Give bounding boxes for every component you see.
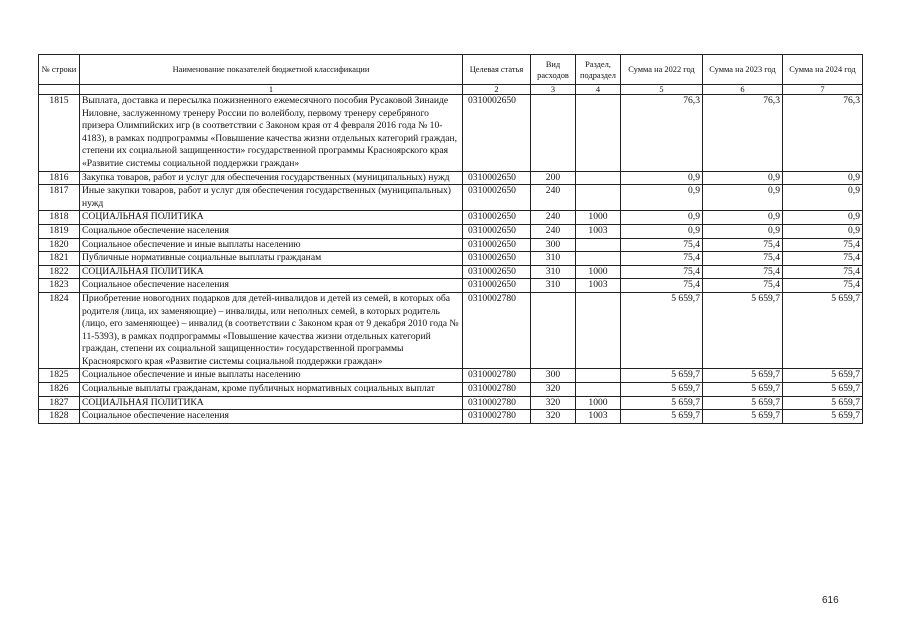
row-number-cell: 1817 — [39, 185, 80, 211]
sum-2022-cell: 5 659,7 — [621, 383, 703, 397]
section-cell — [576, 383, 621, 397]
sum-2023-cell: 5 659,7 — [703, 410, 783, 424]
section-cell: 1000 — [576, 265, 621, 279]
indicator-name-cell: Приобретение новогодних подарков для детей-инвалидов и детей из семей, в которых оба родителя (лица, их заменяющие) – инвалиды, или неполных семей, в которых родитель (лицо, его заменяющее) – инвалид (в соответствии с Законом края от 9 декабря 2010 года № 11-5393), в рамках подпрограммы «Повышение качества жизни отдельных категорий граждан, степени их социальной защищенности» государственной программы Красноярского края «Развитие системы социальной поддержки граждан» — [80, 292, 463, 369]
table-row — [39, 171, 863, 185]
sum-2022-cell: 5 659,7 — [621, 292, 703, 369]
table-row — [39, 383, 863, 397]
sum-2022-cell: 0,9 — [621, 211, 703, 225]
table-row — [39, 396, 863, 410]
header-sum-2022: Сумма на 2022 год — [621, 55, 703, 85]
sum-2024-cell: 76,3 — [783, 95, 863, 172]
expense-kind-cell: 240 — [531, 211, 576, 225]
column-number: 1 — [80, 85, 463, 95]
table-row — [39, 211, 863, 225]
header-kind: Вид расходов — [531, 55, 576, 85]
sum-2023-cell: 0,9 — [703, 224, 783, 238]
sum-2023-cell: 0,9 — [703, 185, 783, 211]
table-row — [39, 292, 863, 369]
row-number-cell: 1827 — [39, 396, 80, 410]
sum-2023-cell: 5 659,7 — [703, 383, 783, 397]
target-article-cell: 0310002650 — [463, 279, 531, 293]
row-number-cell: 1821 — [39, 252, 80, 266]
table-body — [39, 95, 863, 424]
indicator-name-cell: Закупка товаров, работ и услуг для обеспечения государственных (муниципальных) нужд — [80, 171, 463, 185]
sum-2022-cell: 0,9 — [621, 171, 703, 185]
target-article-cell: 0310002650 — [463, 211, 531, 225]
header-row — [39, 55, 863, 85]
column-number: 2 — [463, 85, 531, 95]
sum-2024-cell: 5 659,7 — [783, 292, 863, 369]
expense-kind-cell: 310 — [531, 279, 576, 293]
table-row — [39, 238, 863, 252]
column-number: 4 — [576, 85, 621, 95]
expense-kind-cell: 320 — [531, 396, 576, 410]
sum-2024-cell: 0,9 — [783, 171, 863, 185]
sum-2022-cell: 75,4 — [621, 238, 703, 252]
row-number-cell: 1819 — [39, 224, 80, 238]
section-cell — [576, 252, 621, 266]
page-number: 616 — [822, 595, 839, 606]
sum-2023-cell: 0,9 — [703, 211, 783, 225]
sum-2022-cell: 0,9 — [621, 185, 703, 211]
target-article-cell: 0310002780 — [463, 369, 531, 383]
target-article-cell: 0310002650 — [463, 95, 531, 172]
expense-kind-cell: 300 — [531, 238, 576, 252]
section-cell — [576, 95, 621, 172]
target-article-cell: 0310002780 — [463, 383, 531, 397]
sum-2024-cell: 5 659,7 — [783, 396, 863, 410]
section-cell: 1003 — [576, 279, 621, 293]
sum-2022-cell: 75,4 — [621, 252, 703, 266]
sum-2022-cell: 5 659,7 — [621, 410, 703, 424]
section-cell — [576, 238, 621, 252]
expense-kind-cell — [531, 292, 576, 369]
sum-2023-cell: 5 659,7 — [703, 292, 783, 369]
header-row-no: № строки — [39, 55, 80, 85]
table-row — [39, 185, 863, 211]
expense-kind-cell — [531, 95, 576, 172]
column-number: 7 — [783, 85, 863, 95]
expense-kind-cell: 310 — [531, 265, 576, 279]
section-cell — [576, 185, 621, 211]
column-number-row — [39, 85, 863, 95]
column-number: 6 — [703, 85, 783, 95]
indicator-name-cell: Социальное обеспечение населения — [80, 279, 463, 293]
row-number-cell: 1826 — [39, 383, 80, 397]
section-cell: 1000 — [576, 396, 621, 410]
sum-2024-cell: 75,4 — [783, 252, 863, 266]
sum-2023-cell: 75,4 — [703, 238, 783, 252]
sum-2023-cell: 75,4 — [703, 252, 783, 266]
sum-2024-cell: 75,4 — [783, 265, 863, 279]
expense-kind-cell: 320 — [531, 410, 576, 424]
sum-2024-cell: 0,9 — [783, 211, 863, 225]
sum-2022-cell: 0,9 — [621, 224, 703, 238]
table-row — [39, 265, 863, 279]
indicator-name-cell: Иные закупки товаров, работ и услуг для обеспечения государственных (муниципальных) нужд — [80, 185, 463, 211]
table-row — [39, 252, 863, 266]
indicator-name-cell: СОЦИАЛЬНАЯ ПОЛИТИКА — [80, 396, 463, 410]
column-number — [39, 85, 80, 95]
table-row — [39, 369, 863, 383]
sum-2022-cell: 5 659,7 — [621, 396, 703, 410]
indicator-name-cell: Социальные выплаты гражданам, кроме публичных нормативных социальных выплат — [80, 383, 463, 397]
sum-2024-cell: 5 659,7 — [783, 383, 863, 397]
sum-2022-cell: 75,4 — [621, 265, 703, 279]
expense-kind-cell: 300 — [531, 369, 576, 383]
indicator-name-cell: Социальное обеспечение и иные выплаты населению — [80, 369, 463, 383]
target-article-cell: 0310002650 — [463, 224, 531, 238]
sum-2024-cell: 0,9 — [783, 224, 863, 238]
section-cell: 1000 — [576, 211, 621, 225]
indicator-name-cell: Выплата, доставка и пересылка пожизненного ежемесячного пособия Русаковой Зинаиде Ниловне, заслуженному тренеру России по волейболу, первому тренеру серебряного призера Олимпийских игр (в соответствии с Законом края от 4 февраля 2016 года № 10-4183), в рамках подпрограммы «Повышение качества жизни отдельных категорий граждан, степени их социальной защищенности» государственной программы Красноярского края «Развитие системы социальной поддержки граждан» — [80, 95, 463, 172]
indicator-name-cell: Социальное обеспечение и иные выплаты населению — [80, 238, 463, 252]
sum-2023-cell: 0,9 — [703, 171, 783, 185]
row-number-cell: 1822 — [39, 265, 80, 279]
section-cell — [576, 292, 621, 369]
row-number-cell: 1818 — [39, 211, 80, 225]
section-cell: 1003 — [576, 410, 621, 424]
row-number-cell: 1816 — [39, 171, 80, 185]
sum-2024-cell: 5 659,7 — [783, 410, 863, 424]
target-article-cell: 0310002780 — [463, 410, 531, 424]
expense-kind-cell: 320 — [531, 383, 576, 397]
section-cell: 1003 — [576, 224, 621, 238]
expense-kind-cell: 240 — [531, 185, 576, 211]
row-number-cell: 1828 — [39, 410, 80, 424]
sum-2024-cell: 75,4 — [783, 279, 863, 293]
header-section: Раздел, подраздел — [576, 55, 621, 85]
sum-2023-cell: 75,4 — [703, 265, 783, 279]
sum-2024-cell: 0,9 — [783, 185, 863, 211]
table-row — [39, 410, 863, 424]
indicator-name-cell: Социальное обеспечение населения — [80, 410, 463, 424]
target-article-cell: 0310002780 — [463, 396, 531, 410]
target-article-cell: 0310002650 — [463, 265, 531, 279]
sum-2022-cell: 5 659,7 — [621, 369, 703, 383]
sum-2023-cell: 5 659,7 — [703, 369, 783, 383]
expense-kind-cell: 240 — [531, 224, 576, 238]
row-number-cell: 1825 — [39, 369, 80, 383]
sum-2024-cell: 5 659,7 — [783, 369, 863, 383]
row-number-cell: 1824 — [39, 292, 80, 369]
sum-2023-cell: 75,4 — [703, 279, 783, 293]
expense-kind-cell: 200 — [531, 171, 576, 185]
row-number-cell: 1815 — [39, 95, 80, 172]
indicator-name-cell: СОЦИАЛЬНАЯ ПОЛИТИКА — [80, 265, 463, 279]
sum-2023-cell: 76,3 — [703, 95, 783, 172]
sum-2024-cell: 75,4 — [783, 238, 863, 252]
column-number: 5 — [621, 85, 703, 95]
row-number-cell: 1820 — [39, 238, 80, 252]
table-row — [39, 279, 863, 293]
target-article-cell: 0310002650 — [463, 185, 531, 211]
row-number-cell: 1823 — [39, 279, 80, 293]
sum-2022-cell: 75,4 — [621, 279, 703, 293]
target-article-cell: 0310002650 — [463, 252, 531, 266]
column-number: 3 — [531, 85, 576, 95]
section-cell — [576, 369, 621, 383]
indicator-name-cell: Публичные нормативные социальные выплаты гражданам — [80, 252, 463, 266]
sum-2022-cell: 76,3 — [621, 95, 703, 172]
target-article-cell: 0310002650 — [463, 238, 531, 252]
expense-kind-cell: 310 — [531, 252, 576, 266]
indicator-name-cell: Социальное обеспечение населения — [80, 224, 463, 238]
sum-2023-cell: 5 659,7 — [703, 396, 783, 410]
indicator-name-cell: СОЦИАЛЬНАЯ ПОЛИТИКА — [80, 211, 463, 225]
header-name: Наименование показателей бюджетной классификации — [80, 55, 463, 85]
header-sum-2024: Сумма на 2024 год — [783, 55, 863, 85]
table-row — [39, 95, 863, 172]
target-article-cell: 0310002780 — [463, 292, 531, 369]
section-cell — [576, 171, 621, 185]
budget-table — [38, 54, 863, 424]
header-target: Целевая статья — [463, 55, 531, 85]
header-sum-2023: Сумма на 2023 год — [703, 55, 783, 85]
target-article-cell: 0310002650 — [463, 171, 531, 185]
table-row — [39, 224, 863, 238]
